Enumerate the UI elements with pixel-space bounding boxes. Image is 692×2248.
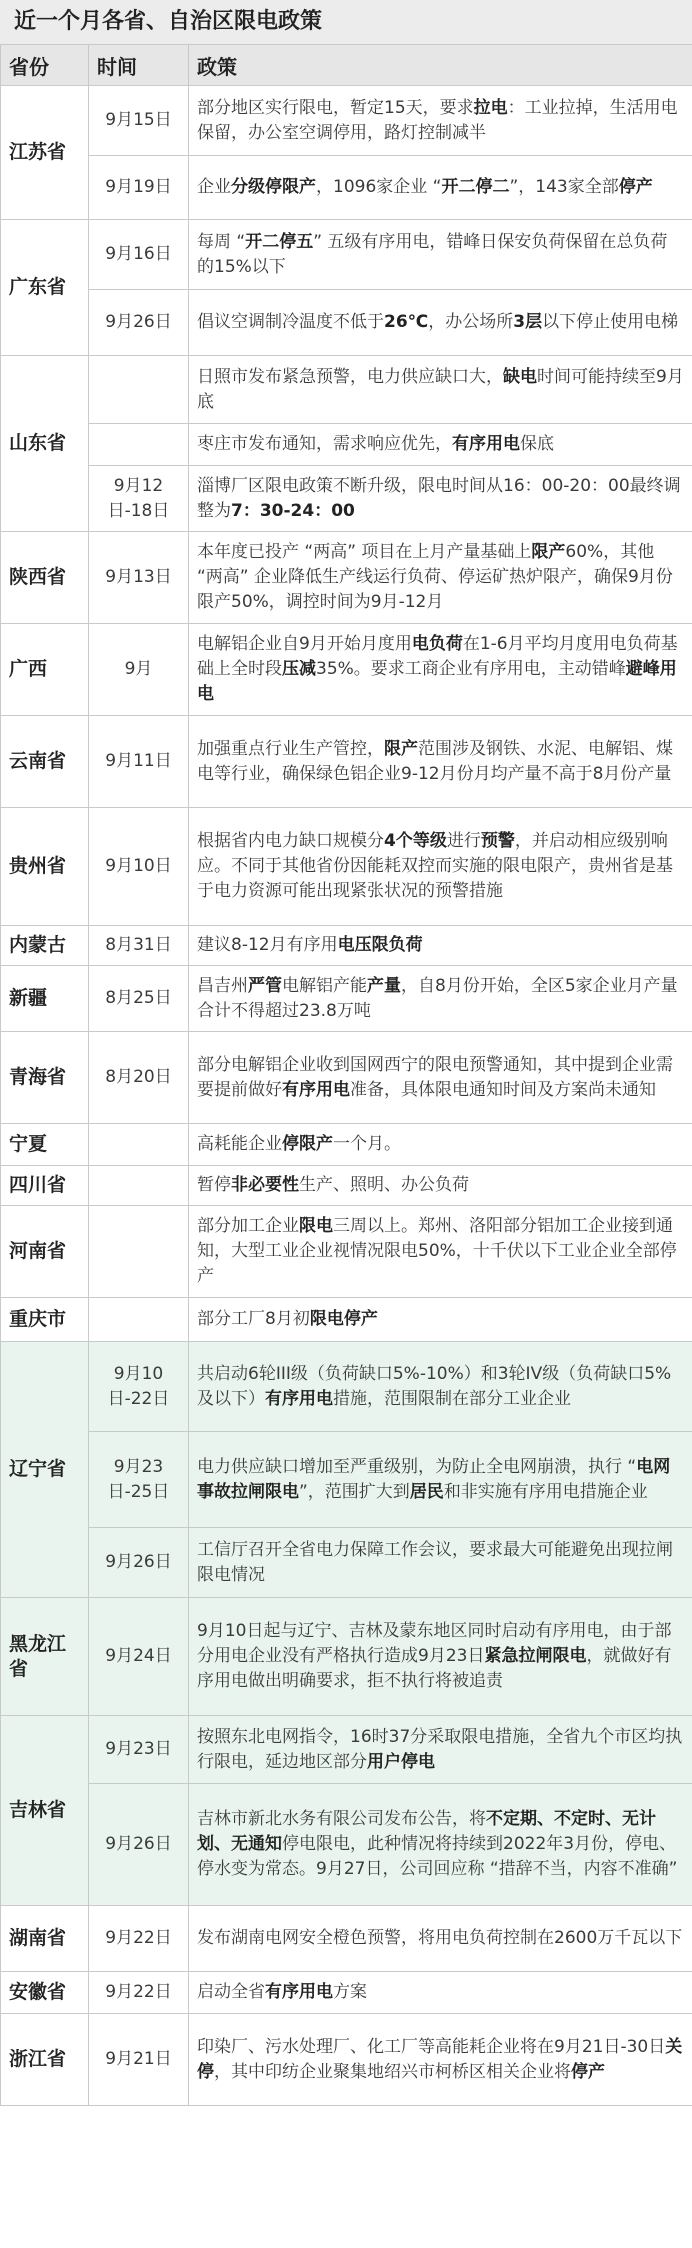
policy-text: 电力供应缺口增加至严重级别，为防止全电网崩溃，执行 “ <box>197 1456 637 1477</box>
date-cell: 9月26日 <box>89 290 189 356</box>
date-cell <box>89 424 189 466</box>
policy-text: 生产、照明、办公负荷 <box>299 1175 469 1195</box>
table-row <box>1 1972 692 2014</box>
policy-cell <box>189 1906 692 1972</box>
policy-keyword: 3层 <box>513 312 543 332</box>
policy-cell <box>189 1784 692 1906</box>
policy-text: 倡议空调制冷温度不低于 <box>197 312 384 332</box>
date-cell: 9月 <box>89 624 189 716</box>
table-row <box>1 926 692 966</box>
policy-text: 在1-6月平均月度用电负荷基础上全时段 <box>197 634 678 679</box>
policy-text: 企业 <box>197 177 231 197</box>
policy-keyword: 非必要性 <box>231 1175 299 1195</box>
policy-keyword: 不定期、不定时、无计划、无通知 <box>197 1809 656 1854</box>
date-cell: 9月16日 <box>89 220 189 290</box>
policy-text: 时间可能持续至9月底 <box>197 366 684 412</box>
policy-cell <box>189 2014 692 2106</box>
policy-cell <box>189 1298 692 1342</box>
policy-keyword: 居民 <box>409 1481 444 1502</box>
date-cell: 8月31日 <box>89 926 189 966</box>
policy-text: ”，143家全部 <box>509 177 619 197</box>
policy-text: ”，范围扩大到 <box>299 1481 410 1502</box>
policy-keyword: 停限产 <box>282 1134 333 1154</box>
page-title: 近一个月各省、自治区限电政策 <box>0 0 692 44</box>
policy-text: 建议8-12月有序用 <box>197 935 338 955</box>
policy-keyword: 电网事故拉闸限电 <box>197 1456 671 1502</box>
policy-cell <box>189 1598 692 1716</box>
policy-keyword: 产量 <box>367 975 401 996</box>
table-row <box>1 1298 692 1342</box>
policy-cell <box>189 86 692 156</box>
policy-keyword: 关停 <box>197 2036 683 2082</box>
policy-keyword: 有序用电 <box>452 434 520 454</box>
province-cell: 广西 <box>1 624 89 716</box>
table-row <box>1 624 692 716</box>
policy-keyword: 7：30-24：00 <box>231 500 355 521</box>
policy-text: 吉林市新北水务有限公司发布公告，将 <box>197 1809 486 1829</box>
table-row <box>1 86 692 156</box>
policy-text: 日照市发布紧急预警，电力供应缺口大， <box>197 366 503 387</box>
table-row <box>1 2014 692 2106</box>
policy-text: 根据省内电力缺口规模分 <box>197 831 384 851</box>
policy-text: 共启动6轮III级（负荷缺口5%-10%）和3轮IV级（负荷缺口5%及以下） <box>197 1363 672 1409</box>
policy-cell <box>189 1166 692 1206</box>
date-cell <box>89 1166 189 1206</box>
policy-text: 进行 <box>446 831 481 851</box>
table-row <box>1 1032 692 1124</box>
policy-text: 昌吉州 <box>197 975 248 996</box>
policy-keyword: 拉电 <box>473 97 508 118</box>
policy-text: 启动全省 <box>197 1982 265 2002</box>
policy-text: ，办公场所 <box>428 312 514 332</box>
province-cell: 吉林省 <box>1 1716 89 1906</box>
policy-text: 35%。要求工商企业有序用电，主动错峰 <box>316 659 626 679</box>
date-cell: 9月10日 <box>89 808 189 926</box>
province-cell: 安徽省 <box>1 1972 89 2014</box>
table-row <box>1 716 692 808</box>
province-cell: 陕西省 <box>1 532 89 624</box>
policy-keyword: 避峰用电 <box>197 659 677 704</box>
date-cell: 9月21日 <box>89 2014 189 2106</box>
policy-text: 措施，范围限制在部分工业企业 <box>333 1388 571 1409</box>
province-cell: 青海省 <box>1 1032 89 1124</box>
policy-keyword: 限电停产 <box>309 1309 378 1329</box>
policy-text: ，并启动相应级别响应。不同于其他省份因能耗双控而实施的限电限产，贵州省是基于电力资源可能出现紧张状况的预警措施 <box>197 831 673 901</box>
policy-table <box>0 44 692 2106</box>
policy-text: 方案 <box>333 1982 367 2002</box>
policy-text: 印染厂、污水处理厂、化工厂等高能耗企业将在9月21日-30日 <box>197 2036 666 2057</box>
table-row <box>1 1124 692 1166</box>
date-cell: 9月22日 <box>89 1972 189 2014</box>
policy-text: ，就做好有序用电做出明确要求，拒不执行将被追责 <box>197 1646 672 1691</box>
province-cell: 辽宁省 <box>1 1342 89 1598</box>
province-cell: 宁夏 <box>1 1124 89 1166</box>
policy-cell <box>189 808 692 926</box>
province-cell: 河南省 <box>1 1206 89 1298</box>
policy-text: 工信厅召开全省电力保障工作会议，要求最大可能避免出现拉闸限电情况 <box>197 1539 673 1585</box>
policy-text: 三周以上。郑州、洛阳部分铝加工企业接到通知，大型工业企业视情况限电50%，十千伏以下工业企业全部停产 <box>197 1216 677 1286</box>
policy-text: 淄博厂区限电政策不断升级，限电时间从16：00-20：00最终调整为 <box>197 475 681 521</box>
policy-keyword: 有序用电 <box>282 1079 350 1100</box>
date-cell <box>89 1206 189 1298</box>
date-cell: 9月11日 <box>89 716 189 808</box>
date-cell: 9月22日 <box>89 1906 189 1972</box>
policy-text: ：工业拉掉，生活用电保留，办公室空调停用，路灯控制减半 <box>197 97 678 143</box>
table-row <box>1 1206 692 1298</box>
policy-keyword: 4个等级 <box>384 831 447 851</box>
date-cell <box>89 1298 189 1342</box>
policy-keyword: 限电 <box>299 1216 333 1236</box>
policy-text: 范围涉及钢铁、水泥、电解铝、煤电等行业，确保绿色铝企业9-12月份月均产量不高于8月份产量 <box>197 738 673 784</box>
header-province: 省份 <box>1 45 89 86</box>
province-cell: 浙江省 <box>1 2014 89 2106</box>
province-cell: 云南省 <box>1 716 89 808</box>
policy-keyword: 限产 <box>531 542 566 562</box>
policy-text: 电解铝产能 <box>282 975 367 996</box>
table-row <box>1 290 692 356</box>
date-cell: 9月24日 <box>89 1598 189 1716</box>
policy-cell <box>189 624 692 716</box>
table-row <box>1 156 692 220</box>
policy-keyword: 电负荷 <box>411 634 463 654</box>
table-row <box>1 356 692 424</box>
table-row <box>1 1906 692 1972</box>
date-cell: 8月25日 <box>89 966 189 1032</box>
table-row <box>1 220 692 290</box>
province-cell: 广东省 <box>1 220 89 356</box>
province-cell: 贵州省 <box>1 808 89 926</box>
policy-keyword: 26℃ <box>384 312 429 332</box>
date-cell: 9月26日 <box>89 1528 189 1598</box>
policy-cell <box>189 1972 692 2014</box>
policy-keyword: 停产 <box>571 2061 605 2082</box>
policy-text: ” 五级有序用电，错峰日保安负荷保留在总负荷的15%以下 <box>197 231 668 277</box>
policy-cell <box>189 532 692 624</box>
policy-text: 电解铝企业自9月开始月度用 <box>197 634 412 654</box>
policy-text: 部分加工企业 <box>197 1216 299 1236</box>
policy-cell <box>189 1528 692 1598</box>
policy-text: 本年度已投产 “两高” 项目在上月产量基础上 <box>197 542 532 562</box>
header-date: 时间 <box>89 45 189 86</box>
policy-cell <box>189 290 692 356</box>
table-row <box>1 532 692 624</box>
province-cell: 江苏省 <box>1 86 89 220</box>
policy-cell <box>189 966 692 1032</box>
policy-cell <box>189 220 692 290</box>
date-cell <box>89 1124 189 1166</box>
policy-text: 枣庄市发布通知，需求响应优先， <box>197 434 452 454</box>
policy-text: ，自8月份开始，全区5家企业月产量合计不得超过23.8万吨 <box>197 975 678 1021</box>
policy-text: 按照东北电网指令，16时37分采取限电措施，全省九个市区均执行限电，延边地区部分 <box>197 1726 683 1772</box>
policy-cell <box>189 1124 692 1166</box>
date-cell: 9月12日-18日 <box>89 466 189 532</box>
policy-text: 高耗能企业 <box>197 1134 282 1154</box>
policy-text: 一个月。 <box>333 1134 401 1154</box>
table-row <box>1 966 692 1032</box>
policy-text: 发布湖南电网安全橙色预警，将用电负荷控制在2600万千瓦以下 <box>197 1928 683 1948</box>
table-row <box>1 1432 692 1528</box>
table-row <box>1 466 692 532</box>
table-row <box>1 1598 692 1716</box>
policy-keyword: 有序用电 <box>265 1982 333 2002</box>
table-row <box>1 424 692 466</box>
policy-keyword: 严管 <box>248 975 282 996</box>
date-cell: 8月20日 <box>89 1032 189 1124</box>
policy-keyword: 压减 <box>282 659 316 679</box>
policy-keyword: 开二停二 <box>441 177 510 197</box>
province-cell: 黑龙江省 <box>1 1598 89 1716</box>
header-policy: 政策 <box>189 45 692 86</box>
policy-keyword: 用户停电 <box>367 1751 435 1772</box>
policy-text: 部分地区实行限电，暂定15天，要求 <box>197 97 474 118</box>
policy-keyword: 缺电 <box>503 366 537 387</box>
policy-text: 部分工厂8月初 <box>197 1309 310 1329</box>
policy-cell <box>189 926 692 966</box>
table-row <box>1 808 692 926</box>
date-cell: 9月10日-22日 <box>89 1342 189 1432</box>
policy-text: 60%，其他 “两高” 企业降低生产线运行负荷、停运矿热炉限产，确保9月份限产50%，调控时间为9月-12月 <box>197 542 673 612</box>
policy-cell <box>189 156 692 220</box>
date-cell: 9月15日 <box>89 86 189 156</box>
policy-text: 保底 <box>520 434 554 454</box>
table-row <box>1 1716 692 1784</box>
policy-cell <box>189 1432 692 1528</box>
date-cell: 9月13日 <box>89 532 189 624</box>
province-cell: 四川省 <box>1 1166 89 1206</box>
policy-cell <box>189 424 692 466</box>
policy-text: 部分电解铝企业收到国网西宁的限电预警通知，其中提到企业需要提前做好 <box>197 1054 673 1100</box>
province-cell: 山东省 <box>1 356 89 532</box>
policy-cell <box>189 356 692 424</box>
policy-text: 暂停 <box>197 1175 231 1195</box>
date-cell: 9月26日 <box>89 1784 189 1906</box>
policy-keyword: 紧急拉闸限电 <box>484 1646 587 1666</box>
province-cell: 新疆 <box>1 966 89 1032</box>
policy-keyword: 开二停五 <box>245 231 314 252</box>
table-header-row <box>1 45 692 86</box>
policy-keyword: 电压限负荷 <box>337 935 423 955</box>
policy-cell <box>189 1342 692 1432</box>
province-cell: 内蒙古 <box>1 926 89 966</box>
policy-text: 加强重点行业生产管控， <box>197 738 384 759</box>
policy-keyword: 有序用电 <box>265 1388 333 1409</box>
date-cell: 9月23日 <box>89 1716 189 1784</box>
table-row <box>1 1784 692 1906</box>
policy-text: 停电限电，此种情况将持续到2022年3月份，停电、停水变为常态。9月27日，公司回应称 “措辞不当，内容不准确” <box>197 1834 678 1879</box>
policy-cell <box>189 1716 692 1784</box>
table-row <box>1 1166 692 1206</box>
table-row <box>1 1528 692 1598</box>
policy-cell <box>189 1032 692 1124</box>
date-cell: 9月19日 <box>89 156 189 220</box>
date-cell <box>89 356 189 424</box>
table-row <box>1 1342 692 1432</box>
province-cell: 重庆市 <box>1 1298 89 1342</box>
policy-cell <box>189 716 692 808</box>
policy-cell <box>189 466 692 532</box>
policy-text: 以下停止使用电梯 <box>542 312 679 332</box>
policy-keyword: 预警 <box>480 831 515 851</box>
date-cell: 9月23日-25日 <box>89 1432 189 1528</box>
policy-cell <box>189 1206 692 1298</box>
policy-text: 每周 “ <box>197 231 246 252</box>
province-cell: 湖南省 <box>1 1906 89 1972</box>
policy-text: ，其中印纺企业聚集地绍兴市柯桥区相关企业将 <box>214 2061 571 2082</box>
policy-text: ，1096家企业 “ <box>316 177 442 197</box>
policy-keyword: 限产 <box>384 738 418 759</box>
policy-text: 和非实施有序用电措施企业 <box>443 1481 648 1502</box>
policy-keyword: 停产 <box>618 177 653 197</box>
policy-keyword: 分级停限产 <box>231 177 316 197</box>
table-body <box>1 86 692 2106</box>
policy-text: 准备，具体限电通知时间及方案尚未通知 <box>350 1079 656 1100</box>
policy-text: 9月10日起与辽宁、吉林及蒙东地区同时启动有序用电，由于部分用电企业没有严格执行造成9月23日 <box>197 1621 672 1666</box>
